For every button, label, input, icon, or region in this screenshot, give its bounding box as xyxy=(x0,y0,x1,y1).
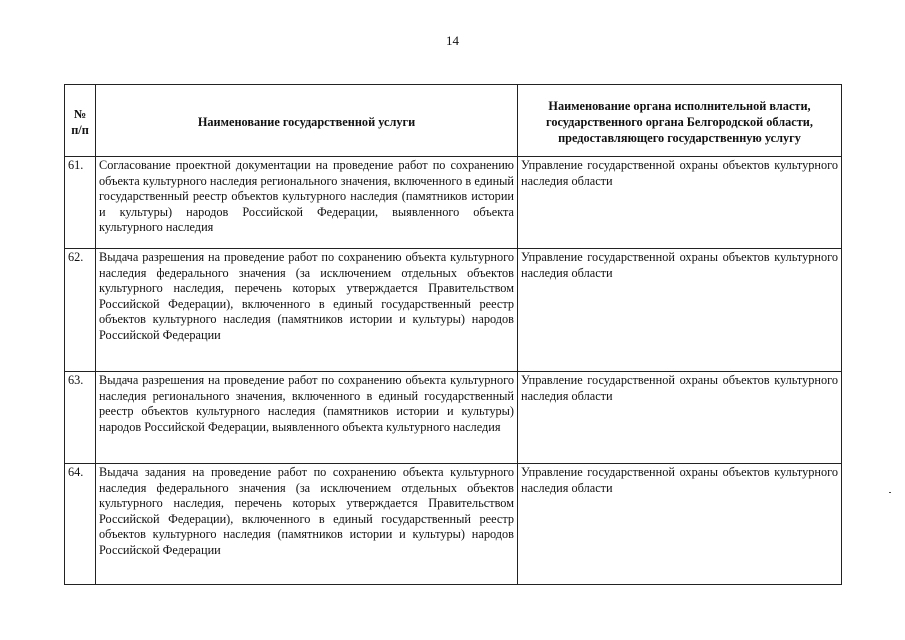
row-number: 64. xyxy=(65,464,96,585)
table-row xyxy=(65,372,842,464)
organ-name: Управление государственной охраны объектов культурного наследия области xyxy=(518,157,842,249)
service-name: Выдача разрешения на проведение работ по сохранению объекта культурного наследия федерального значения (за исключением отдельных объектов культурного наследия, перечень которых утверждается Правительством Российской Федерации), включенного в единый государственный реестр объектов культурного наследия (памятников истории и культуры) народов Российской Федерации xyxy=(96,249,518,372)
row-number: 62. xyxy=(65,249,96,372)
services-table xyxy=(64,84,842,585)
scan-speck xyxy=(889,492,891,493)
service-name: Выдача задания на проведение работ по сохранению объекта культурного наследия федерального значения (за исключением отдельных объектов культурного наследия, перечень которых утверждается Правительством Российской Федерации), включенного в единый государственный реестр объектов культурного наследия (памятников истории и культуры) народов Российской Федерации xyxy=(96,464,518,585)
service-name: Согласование проектной документации на проведение работ по сохранению объекта культурного наследия регионального значения, включенного в единый государственный реестр объектов культурного наследия (памятников истории и культуры) народов Российской Федерации, выявленного объекта культурного наследия xyxy=(96,157,518,249)
organ-name: Управление государственной охраны объектов культурного наследия области xyxy=(518,249,842,372)
table-row xyxy=(65,249,842,372)
organ-name: Управление государственной охраны объектов культурного наследия области xyxy=(518,372,842,464)
organ-name: Управление государственной охраны объектов культурного наследия области xyxy=(518,464,842,585)
table-row xyxy=(65,157,842,249)
header-service: Наименование государственной услуги xyxy=(96,85,518,157)
service-name: Выдача разрешения на проведение работ по сохранению объекта культурного наследия регионального значения, включенного в единый государственный реестр объектов культурного наследия (памятников истории и культуры) народов Российской Федерации, выявленного объекта культурного наследия xyxy=(96,372,518,464)
page-number: 14 xyxy=(446,33,459,48)
row-number: 63. xyxy=(65,372,96,464)
table-header-row xyxy=(65,85,842,157)
row-number: 61. xyxy=(65,157,96,249)
header-num: № п/п xyxy=(65,85,96,157)
header-organ: Наименование органа исполнительной власти, государственного органа Белгородской области, предоставляющего государственную услугу xyxy=(518,85,842,157)
table-row xyxy=(65,464,842,585)
